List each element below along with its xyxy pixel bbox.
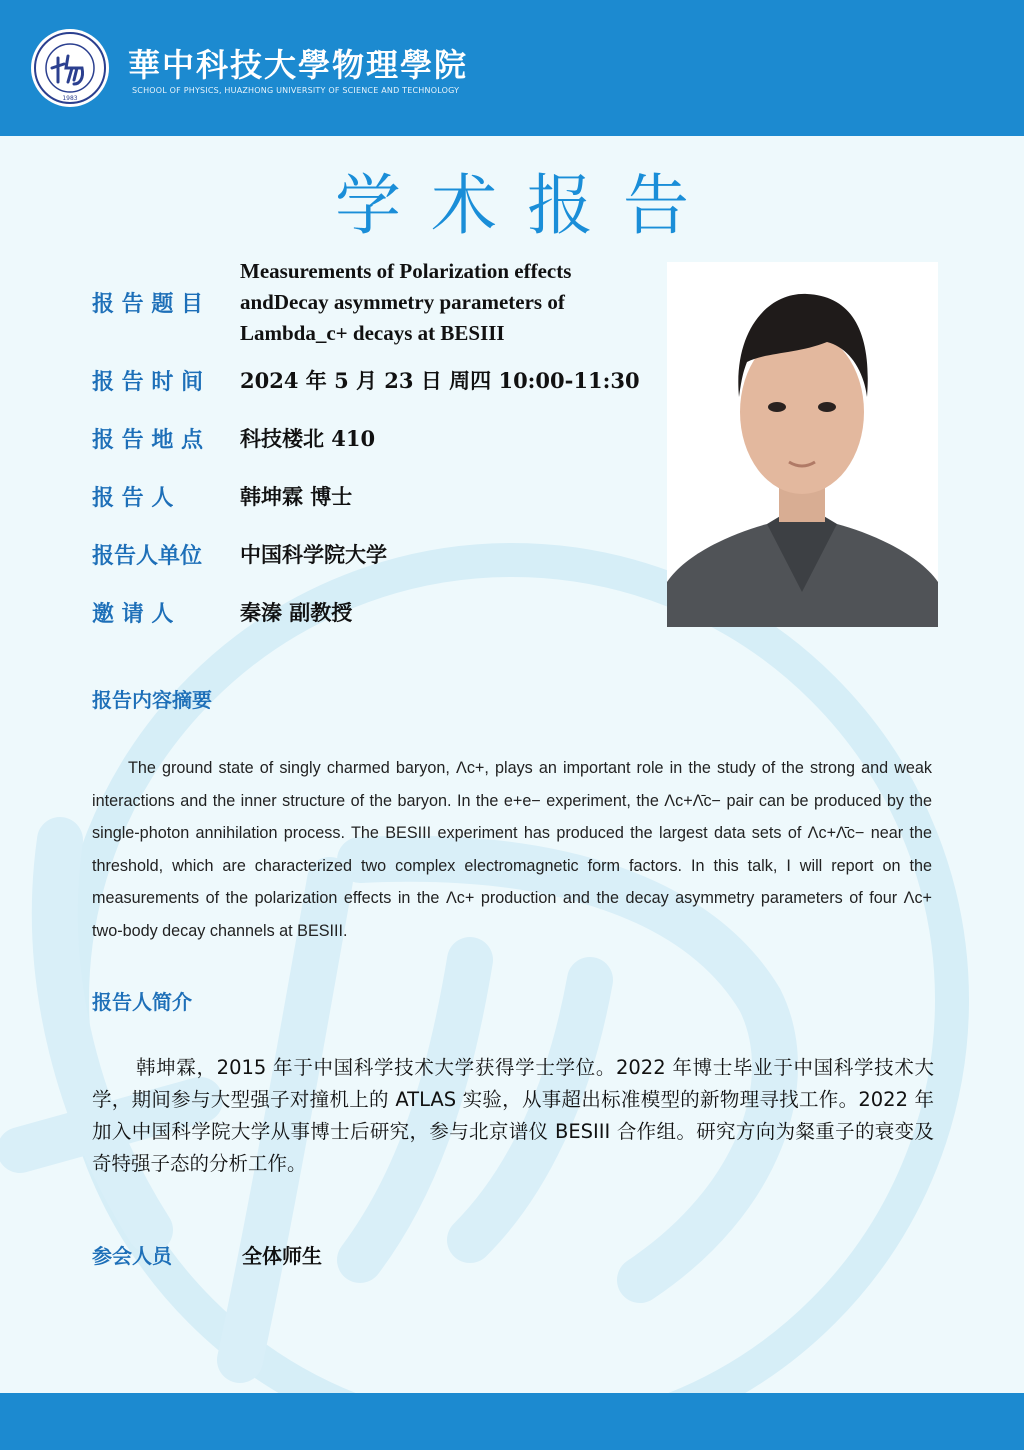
speaker-photo	[667, 262, 938, 627]
bio-text: 韩坤霖，2015 年于中国科学技术大学获得学士学位。2022 年博士毕业于中国科学技术大学，期间参与大型强子对撞机上的 ATLAS 实验，从事超出标准模型的新物理寻找工作。2022 年加入中国科学院大学从事博士后研究，参与北京谱仪 BESIII 合作组。研究方向为粲重子的衰变及奇特强子态的分析工作。	[92, 1056, 934, 1175]
place-label: 报 告 地 点	[92, 428, 203, 453]
abstract-title: 报告内容摘要	[92, 688, 212, 712]
topic-value: Measurements of Polarization effects andDecay asymmetry parameters of Lambda_c+ decays at BESIII	[240, 259, 572, 345]
seal-year: 1983	[62, 95, 78, 102]
school-name-cn: 華中科技大學物理學院	[128, 46, 469, 84]
footer-bar	[0, 1393, 1024, 1450]
school-seal-logo	[30, 28, 110, 108]
place-value: 科技楼北 410	[240, 426, 376, 451]
speaker-label: 报 告 人	[92, 486, 174, 511]
time-value: 2024 年 5 月 23 日 周四 10:00-11:30	[240, 368, 640, 393]
topic-label: 报 告 题 目	[92, 292, 203, 317]
bio-title: 报告人简介	[92, 990, 192, 1014]
unit-value: 中国科学院大学	[240, 542, 387, 567]
speaker-value: 韩坤霖 博士	[240, 484, 353, 509]
time-label: 报 告 时 间	[92, 370, 203, 395]
header-bar	[0, 0, 1024, 136]
school-name-en: SCHOOL OF PHYSICS, HUAZHONG UNIVERSITY OF SCIENCE AND TECHNOLOGY	[132, 86, 460, 95]
unit-label: 报告人单位	[92, 544, 203, 569]
attendees-value: 全体师生	[242, 1244, 322, 1268]
host-value: 秦溱 副教授	[240, 600, 353, 625]
page-title: 学术报告	[335, 167, 719, 244]
host-label: 邀 请 人	[92, 602, 174, 627]
abstract-text: The ground state of singly charmed baryon, Λc+, plays an important role in the study of the strong and weak interactions and the inner structure of the baryon. In the e+e− experiment, the Λc+Λ̄c− pair can be produced by the single-photon annihilation process. The BESIII experiment has produced the largest data sets of Λc+Λ̄c− near the threshold, which are characterized two complex electromagnetic form factors. In this talk, I will report on the measurements of the polarization effects in the Λc+ production and the decay asymmetry parameters of four Λc+ two-body decay channels at BESIII.	[92, 759, 932, 940]
attendees-label: 参会人员	[92, 1244, 172, 1268]
